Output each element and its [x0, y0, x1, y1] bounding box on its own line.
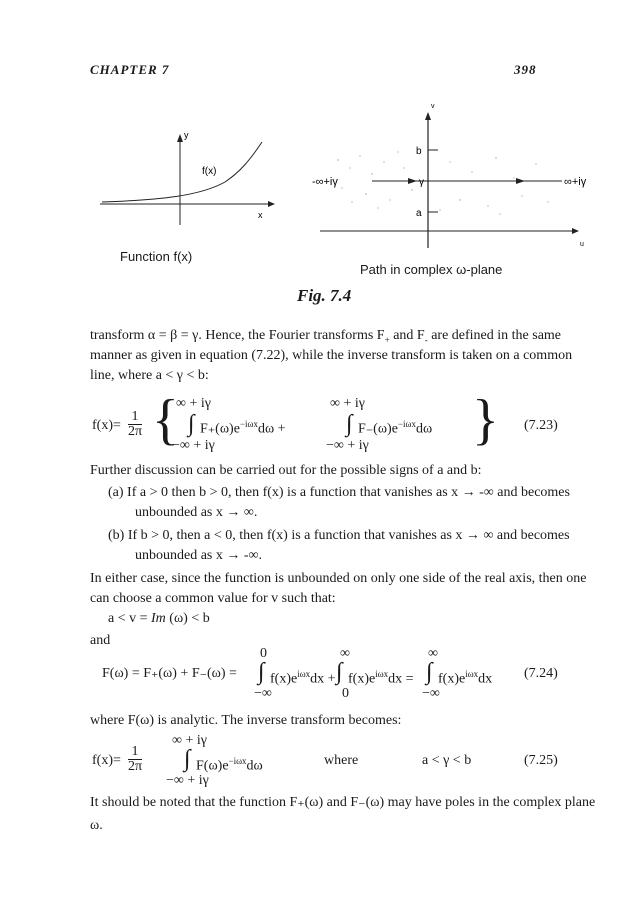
item-a-line1: (a) If a > 0 then b > 0, then f(x) is a function that vanishes as x → -∞ and becomes — [108, 485, 570, 500]
v-axis-arrow — [425, 112, 431, 120]
y-axis-arrow — [177, 134, 183, 142]
eq724-lhs: F(ω) = F₊(ω) + F₋(ω) = — [102, 666, 237, 681]
para5-line2: ω. — [90, 818, 103, 833]
eq725-condition: a < γ < b — [422, 753, 472, 768]
para3-line1: In either case, since the function is unbounded on only one side of the real axis, then one — [90, 571, 587, 586]
eq724-lower-1: −∞ — [254, 686, 272, 701]
eq725-fraction: $\frac{1}{2\pi}$ — [128, 744, 143, 774]
para5-line1: It should be noted that the function F₊(ω) and F₋(ω) may have poles in the complex plane — [90, 795, 596, 810]
eq724-integral-1: ∫ — [258, 659, 265, 685]
left-endpoint-label: -∞+iγ — [312, 176, 338, 188]
item-b-line2: unbounded as x → -∞. — [135, 548, 263, 563]
eq724-lower-3: −∞ — [422, 686, 440, 701]
para1-line3: line, where a < γ < b: — [90, 368, 209, 383]
eq723-left-brace: { — [152, 389, 179, 451]
eq725-where: where — [324, 753, 359, 768]
and-word: and — [90, 633, 111, 648]
path-arrow-right — [516, 178, 525, 184]
eq724-upper-2: ∞ — [340, 646, 350, 661]
eq725-upper-limit: ∞ + iγ — [172, 733, 207, 748]
b-label: b — [416, 146, 422, 157]
eq725-number: (7.25) — [524, 753, 558, 768]
eq724-upper-1: 0 — [260, 646, 267, 661]
eq723-integrand-1: $F_+(\omega)e^{-i\omega x}d\omega$ + — [200, 419, 286, 437]
eq725-integrand: $F(\omega)e^{-i\omega x}d\omega$ — [196, 756, 263, 774]
function-curve — [102, 142, 262, 202]
equation-7-24 — [92, 642, 572, 704]
eq724-integrand-1: $f(x)e^{i\omega x}dx$ + — [270, 669, 336, 687]
eq723-right-brace: } — [472, 389, 499, 451]
eq724-integrand-3: $f(x)e^{i\omega x}dx$ — [438, 669, 493, 687]
eq723-lhs: f(x)= — [92, 418, 121, 433]
x-axis-label: x — [258, 210, 263, 220]
eq723-fraction: $\frac{1}{2\pi}$ — [128, 409, 143, 439]
item-a-line2: unbounded as x → ∞. — [135, 505, 258, 520]
a-label: a — [416, 208, 422, 219]
eq724-number: (7.24) — [524, 666, 558, 681]
equation-7-23 — [92, 389, 572, 460]
para1-line2: manner as given in equation (7.22), while the inverse transform is taken on a common — [90, 348, 573, 363]
equation-7-25 — [92, 729, 572, 789]
right-caption: Path in complex ω-plane — [360, 262, 503, 277]
para1-line1: transform α = β = γ. Hence, the Fourier transforms $F_+$ and $F_-$ are defined in the same — [90, 328, 562, 345]
left-caption: Function f(x) — [120, 249, 193, 264]
para2: Further discussion can be carried out for the possible signs of a and b: — [90, 463, 482, 478]
eq724-lower-2: 0 — [342, 686, 349, 701]
eq725-integral: ∫ — [184, 746, 191, 772]
right-endpoint-label: ∞+iγ — [564, 176, 587, 188]
eq724-upper-3: ∞ — [428, 646, 438, 661]
curve-label: f(x) — [202, 166, 217, 177]
function-plot — [100, 120, 280, 230]
u-axis-arrow — [572, 228, 579, 234]
eq723-lower-limit-2: −∞ + iγ — [326, 438, 369, 453]
eq725-lhs: f(x)= — [92, 753, 121, 768]
path-arrow-left — [408, 178, 417, 184]
para3-line2: can choose a common value for v such that: — [90, 591, 336, 606]
eq723-integral-1: ∫ — [188, 411, 195, 437]
gamma-label: γ — [419, 177, 424, 188]
para4: where F(ω) is analytic. The inverse transform becomes: — [90, 713, 402, 728]
complex-plane-plot — [300, 98, 590, 258]
chapter-header: CHAPTER 7 — [90, 62, 170, 77]
u-axis-label: u — [580, 241, 584, 248]
eq724-integral-3: ∫ — [426, 659, 433, 685]
item-b-line1: (b) If b > 0, then a < 0, then f(x) is a function that vanishes as x → ∞ and becomes — [108, 528, 570, 543]
eq723-integral-2: ∫ — [346, 411, 353, 437]
figure-caption: Fig. 7.4 — [297, 286, 352, 305]
eq723-upper-limit-1: ∞ + iγ — [176, 396, 211, 411]
eq725-lower-limit: −∞ + iγ — [166, 773, 209, 788]
eq723-number: (7.23) — [524, 418, 558, 433]
eq723-lower-limit-1: −∞ + iγ — [172, 438, 215, 453]
x-axis-arrow — [268, 201, 275, 207]
v-axis-label: v — [431, 103, 435, 110]
page-number: 398 — [514, 62, 537, 77]
eq724-integral-2: ∫ — [336, 659, 343, 685]
y-axis-label: y — [184, 130, 189, 140]
eq723-integrand-2: $F_-(\omega)e^{-i\omega x}d\omega$ — [358, 419, 433, 437]
condition-line: a < v = Im (ω) < b — [108, 611, 210, 626]
eq723-upper-limit-2: ∞ + iγ — [330, 396, 365, 411]
eq724-integrand-2: $f(x)e^{i\omega x}dx$ = — [348, 669, 414, 687]
